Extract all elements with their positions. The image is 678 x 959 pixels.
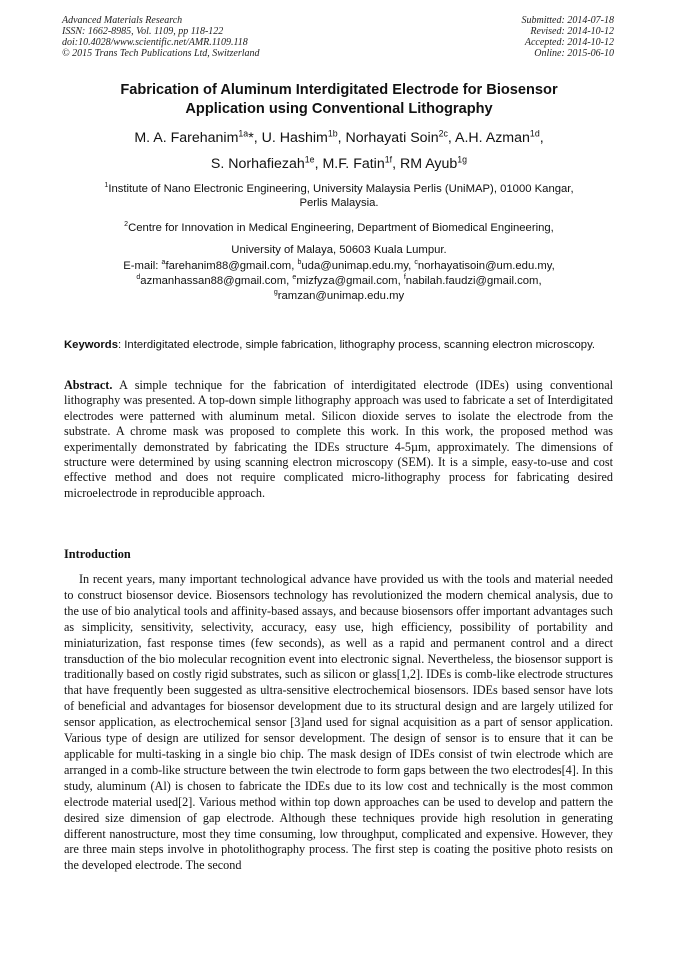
abstract-text: A simple technique for the fabrication of interdigitated electrode (IDEs) using conventional lithography was presented. A top-down simple lithography approach was used to fabricate a set of Interdigitated electrodes were patterned with aluminum metal. Silicon dioxide serves to isolate the electrode from the substrate. A chrome mask was proposed to complete this work. In this work, the proposed method was experimentally demonstrated by fabricating the IDEs structure 4-5µm, approximately. The dimensions of structure were determined by using scanning electron microscopy (SEM). It is a simple, easy-to-use and cost effective method and does not require complicated micro-lithography process for fabricating desired microelectrode in reproducible approach. bbox=[64, 378, 613, 500]
author-line-2 bbox=[40, 151, 638, 177]
affiliation-1-line-2: Perlis Malaysia. bbox=[299, 197, 379, 209]
abstract-label: Abstract. bbox=[64, 378, 113, 392]
email-address: azmanhassan88@gmail.com bbox=[140, 275, 287, 287]
journal-info bbox=[62, 15, 260, 59]
author-separator: , bbox=[539, 130, 544, 146]
submission-dates bbox=[522, 15, 615, 59]
author-affiliation-mark: 2c bbox=[438, 128, 448, 139]
affiliation-text: Centre for Innovation in Medical Engineering, Department of Biomedical Engineering, bbox=[128, 222, 554, 234]
email-line-2 bbox=[40, 274, 638, 289]
affiliation-2 bbox=[40, 217, 638, 261]
author-affiliation-mark: 1g bbox=[457, 154, 468, 165]
email-address: farehanim88@gmail.com bbox=[165, 260, 292, 272]
author-name: M. A. Farehanim bbox=[134, 130, 239, 146]
author-affiliation-mark: 1f bbox=[384, 154, 393, 165]
affiliation-mark: 2 bbox=[124, 221, 129, 229]
author-separator: , bbox=[447, 130, 455, 146]
email-address: norhayatisoin@um.edu.my, bbox=[417, 260, 555, 272]
title-line-2: Application using Conventional Lithography bbox=[185, 101, 493, 117]
journal-name: Advanced Materials Research bbox=[62, 15, 183, 26]
date-accepted: Accepted: 2014-10-12 bbox=[524, 37, 614, 48]
email-line-1 bbox=[40, 259, 638, 274]
author-affiliation-mark: 1b bbox=[327, 128, 338, 139]
introduction-paragraph: In recent years, many important technological advance have provided us with the tools and material needed to construct biosensor device. Biosensors technology has revolutionized the modern chemical analysis, due to the use of bio analytical tools and affinity-based assays, and because biosensors offer important advantages such as simplicity, sensitivity, selectivity, accuracy, easy use, high efficiency, possibility of portability and miniaturization, fast response times (few seconds), as well as a rapid and permanent control and a direct transduction of the bio molecular recognition event into electronic signal. Nevertheless, the biosensor support is traditionally based on costly rigid substrates, such as silicon or glass[1,2]. IDEs is comb-like electrode structures that have frequently been suggested as ultra-sensitive electrochemical biosensors. IDEs based sensor have lots of beneficial and advantages for biosensor development due to its structural design and are largely utilized for sensor application, as electrochemical sensor [3]and used for signal acquisition as a part of sensor application. Various type of design are utilized for sensor development. The design of sensor is to ensure that it can be applicable for multi-tasking in a single bio chip. The mask design of IDEs consist of twin electrode which are arranged in a comb-like structure between the twin electrode to form gaps between the two electrodes[4]. In this study, aluminum (Al) is chosen to fabricate the IDEs due to its low cost and technically is the most common electrode material used[2]. Various method within top down approaches can be used to develop and pattern the desired size dimension of gap electrode. Although these techniques provide high resolution in generating different nanostructure, most they time consuming, low throughput, complicated and expensive. However, they are three main steps involve in photolithography process. The first step is coating the positive photo resists on the developed electrode. The second bbox=[64, 572, 613, 873]
email-label: E-mail: bbox=[123, 260, 162, 272]
email-mark: d bbox=[136, 274, 141, 282]
date-submitted: Submitted: 2014-07-18 bbox=[521, 15, 614, 26]
paper-title bbox=[40, 81, 638, 119]
email-mark: e bbox=[292, 274, 297, 282]
author-separator: , bbox=[337, 130, 346, 146]
journal-issn: ISSN: 1662-8985, Vol. 1109, pp 118-122 bbox=[62, 26, 224, 37]
author-list bbox=[40, 125, 638, 177]
abstract-section bbox=[64, 378, 613, 501]
email-address: ramzan@unimap.edu.my bbox=[277, 290, 405, 302]
author-separator: , bbox=[392, 156, 400, 172]
email-mark: c bbox=[414, 259, 418, 267]
author-separator: , bbox=[253, 130, 262, 146]
author-affiliation-mark: 1a bbox=[238, 128, 249, 139]
author-name: M.F. Fatin bbox=[322, 156, 385, 172]
introduction-heading: Introduction bbox=[64, 547, 131, 561]
email-line-3 bbox=[40, 289, 638, 304]
affiliation-text: Institute of Nano Electronic Engineering, University Malaysia Perlis (UniMAP), 01000 Kangar, bbox=[108, 183, 574, 195]
author-name: S. Norhafiezah bbox=[210, 156, 305, 172]
email-separator: , bbox=[291, 260, 298, 272]
author-name: RM Ayub bbox=[399, 156, 458, 172]
email-separator: , bbox=[286, 275, 293, 287]
journal-doi: doi:10.4028/www.scientific.net/AMR.1109.118 bbox=[62, 37, 248, 48]
author-separator: , bbox=[314, 156, 323, 172]
email-separator: , bbox=[397, 275, 404, 287]
journal-copyright: © 2015 Trans Tech Publications Ltd, Switzerland bbox=[62, 48, 260, 59]
email-address: mizfyza@gmail.com bbox=[296, 275, 398, 287]
affiliation-1-line-1 bbox=[40, 182, 638, 196]
email-separator: , bbox=[408, 260, 415, 272]
author-name: A.H. Azman bbox=[455, 130, 530, 146]
email-address: nabilah.faudzi@gmail.com, bbox=[405, 275, 542, 287]
email-mark: g bbox=[273, 289, 278, 297]
title-line-1: Fabrication of Aluminum Interdigitated Electrode for Biosensor bbox=[120, 82, 558, 98]
email-mark: f bbox=[403, 274, 406, 282]
email-address: uda@unimap.edu.my bbox=[301, 260, 409, 272]
email-mark: a bbox=[161, 259, 166, 267]
keywords-label: Keywords bbox=[64, 339, 118, 351]
date-online: Online: 2015-06-10 bbox=[534, 48, 614, 59]
author-name: Norhayati Soin bbox=[345, 130, 439, 146]
author-affiliation-mark: 1d bbox=[529, 128, 540, 139]
keywords-text: : Interdigitated electrode, simple fabrication, lithography process, scanning electron microscopy. bbox=[118, 339, 596, 351]
author-line-1 bbox=[40, 125, 638, 151]
keywords-section bbox=[64, 337, 613, 353]
author-name: U. Hashim bbox=[261, 130, 328, 146]
affiliation-2-line-2: University of Malaya, 50603 Kuala Lumpur. bbox=[231, 244, 447, 256]
author-affiliation-mark: 1e bbox=[304, 154, 315, 165]
email-mark: b bbox=[297, 259, 302, 267]
affiliation-2-line-1 bbox=[40, 217, 638, 239]
affiliation-mark: 1 bbox=[104, 182, 109, 190]
affiliation-1 bbox=[40, 182, 638, 210]
date-revised: Revised: 2014-10-12 bbox=[530, 26, 614, 37]
corresponding-author-mark: * bbox=[248, 130, 254, 146]
email-block bbox=[40, 259, 638, 304]
